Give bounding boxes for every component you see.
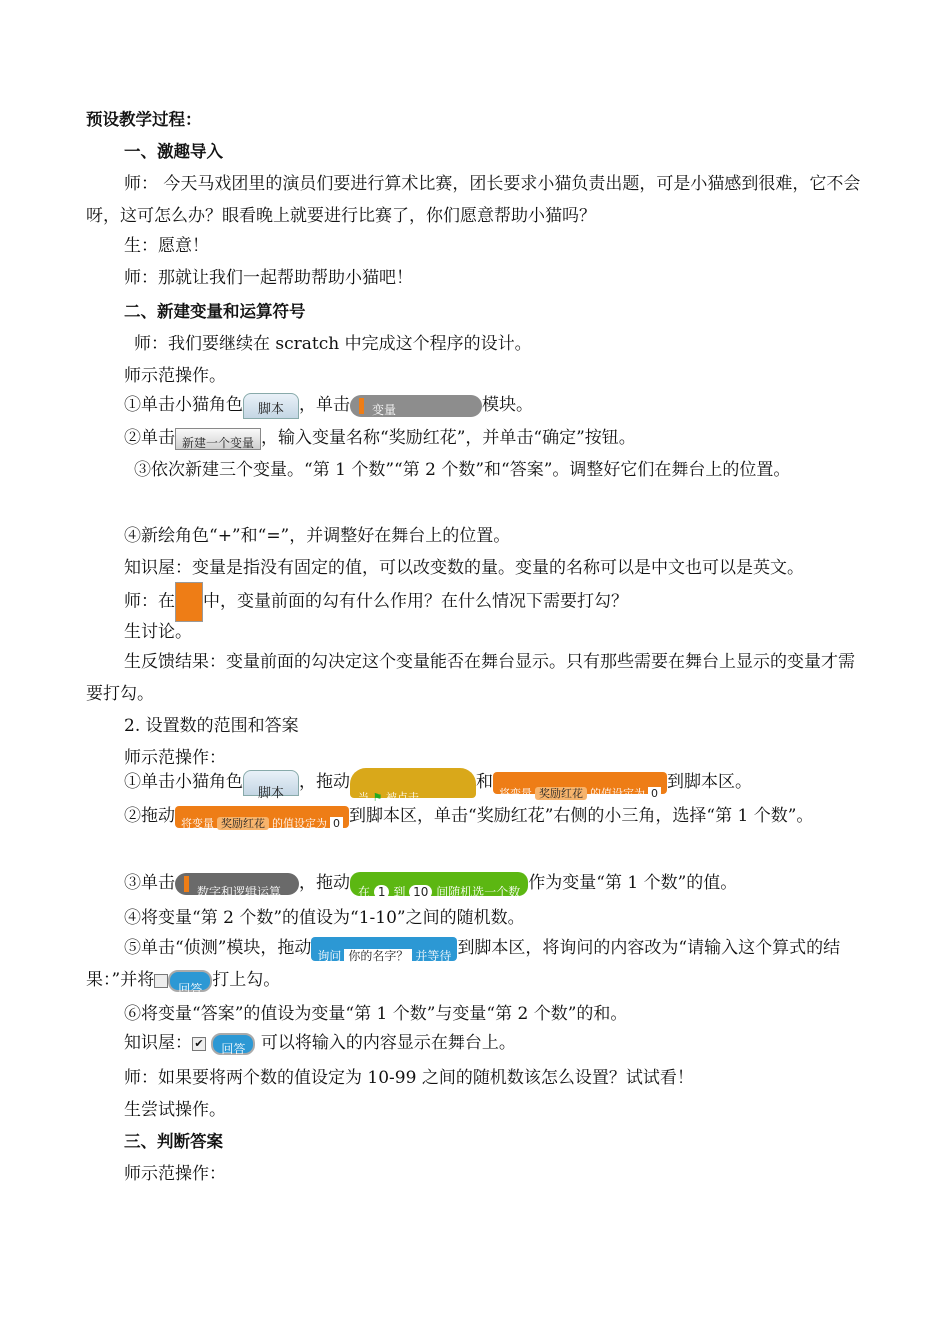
answer-reporter-2[interactable]: 回答 <box>211 1033 255 1055</box>
variable-dropdown-2[interactable]: 奖励红花 <box>217 817 269 830</box>
set-variable-block[interactable] <box>493 772 667 800</box>
rand-min-field[interactable]: 1 <box>374 885 390 899</box>
b1-text-c: 和 <box>476 772 494 792</box>
b1-text-a: ①单击小猫角色 <box>124 772 243 792</box>
ask-label: 询问 <box>317 948 342 963</box>
script-tab-chip[interactable]: 脚本 <box>243 393 299 419</box>
b1-text-b: ，拖动 <box>299 772 351 792</box>
q1-text-b: 中，变量前面的勾有什么作用？在什么情况下需要打勾？ <box>203 591 628 612</box>
question2: 师：如果要将两个数的值设定为 10-99 之间的随机数该怎么设置？试试看！ <box>124 1068 694 1088</box>
b5-text-b: 到脚本区，将询问的内容改为“请输入这个算式的结果：”并将 <box>86 938 841 990</box>
when-flag-clicked-block[interactable] <box>350 768 476 804</box>
s2-demo: 师示范操作。 <box>124 366 226 386</box>
rand-in-label: 在 <box>358 884 371 899</box>
step1-text-a: ①单击小猫角色 <box>124 395 243 415</box>
stepB1 <box>124 762 914 802</box>
variable-checklist-thumb <box>175 582 203 622</box>
answer-reporter[interactable]: 回答 <box>168 970 212 992</box>
s1-paragraph: 师： 今天马戏团里的演员们要进行算术比赛，团长要求小猫负责出题，可是小猫感到很难，它不会呀，这可怎么办？眼看晚上就要进行比赛了，你们愿意帮助小猫吗？ <box>86 174 861 226</box>
ask-wait-label: 并等待 <box>415 948 452 963</box>
step4: ④新绘角色“+”和“=”，并调整好在舞台上的位置。 <box>124 526 511 546</box>
value-field[interactable]: 0 <box>648 787 661 800</box>
stepB5 <box>86 932 866 996</box>
step2 <box>124 426 914 450</box>
s1-teacher-line: 师：那就让我们一起帮助帮助小猫吧！ <box>124 268 413 288</box>
section3-title: 三、判断答案 <box>124 1132 223 1151</box>
b1-text-d: 到脚本区。 <box>667 772 753 792</box>
feedback: 生反馈结果：变量前面的勾决定这个变量能否在舞台显示。只有那些需要在舞台上显示的变量才需要打勾。 <box>86 652 855 704</box>
step1-text-b: ，单击 <box>299 395 351 415</box>
question1 <box>124 582 914 622</box>
demo-ops: 师示范操作： <box>124 748 226 768</box>
s1-student-reply: 生：愿意！ <box>124 236 209 256</box>
page-heading: 预设教学过程： <box>86 110 202 129</box>
green-flag-icon: ⚑ <box>372 790 383 804</box>
stepB2 <box>86 800 866 832</box>
step2-text-a: ②单击 <box>124 428 175 448</box>
b5-text-c: 打上勾。 <box>212 970 281 990</box>
step1 <box>124 392 914 419</box>
ask-and-wait-block[interactable] <box>311 937 457 961</box>
hat-clicked-label: 被点击 <box>385 790 419 804</box>
s2-intro: 师：我们要继续在 scratch 中完成这个程序的设计。 <box>134 334 532 354</box>
variable-category-chip[interactable]: 变量 <box>350 395 482 417</box>
b3-text-a: ③单击 <box>124 873 175 893</box>
rand-to-label: 到 <box>393 884 406 899</box>
subsection2: 2. 设置数的范围和答案 <box>124 716 299 736</box>
student-try: 生尝试操作。 <box>124 1100 226 1120</box>
section2-title: 二、新建变量和运算符号 <box>124 302 306 321</box>
q1-text-a: 师：在 <box>124 591 175 612</box>
discussion: 生讨论。 <box>124 622 192 642</box>
b2-text-a: ②拖动 <box>124 806 175 826</box>
variable-dropdown[interactable]: 奖励红花 <box>535 787 587 800</box>
script-tab-chip-2[interactable]: 脚本 <box>243 770 299 796</box>
know2-text-b: 可以将输入的内容显示在舞台上。 <box>260 1033 516 1053</box>
stepB6: ⑥将变量“答案”的值设为变量“第 1 个数”与变量“第 2 个数”的和。 <box>124 1004 628 1024</box>
set-var-label: 将变量 <box>499 786 533 800</box>
set-to-label: 的值设定为 <box>590 786 646 800</box>
rand-max-field[interactable]: 10 <box>409 885 432 899</box>
b2-text-b: 到脚本区，单击“奖励红花”右侧的小三角，选择“第 1 个数”。 <box>349 806 814 826</box>
operators-category-chip[interactable]: 数字和逻辑运算 <box>175 873 299 895</box>
new-variable-button[interactable]: 新建一个变量 <box>175 428 261 450</box>
stepB4: ④将变量“第 2 个数”的值设为“1-10”之间的随机数。 <box>124 908 525 928</box>
section1-title: 一、激趣导入 <box>124 142 223 161</box>
s3-demo: 师示范操作： <box>124 1164 226 1184</box>
step2-text-b: ，输入变量名称“奖励红花”，并单击“确定”按钮。 <box>261 428 636 448</box>
b5-text-a: ⑤单击“侦测”模块，拖动 <box>124 938 312 958</box>
stepB3 <box>124 866 914 900</box>
hat-when-label: 当 <box>358 790 370 804</box>
set-to-label-2: 的值设定为 <box>272 816 327 830</box>
ask-text-field[interactable]: 你的名字？ <box>344 949 412 963</box>
b3-text-c: 作为变量“第 1 个数”的值。 <box>528 873 738 893</box>
step3: ③依次新建三个变量。“第 1 个数”“第 2 个数”和“答案”。调整好它们在舞台上的位置。 <box>134 460 791 480</box>
know2-text-a: 知识屋： <box>124 1033 192 1053</box>
value-field-2[interactable]: 0 <box>330 817 343 830</box>
step1-text-c: 模块。 <box>482 395 534 415</box>
knowledge2 <box>124 1030 914 1056</box>
b3-text-b: ，拖动 <box>299 873 350 893</box>
set-var-label-2: 将变量 <box>181 816 214 830</box>
checked-checkbox[interactable]: ✔ <box>192 1037 206 1051</box>
set-variable-block-2[interactable] <box>175 806 349 828</box>
knowledge1: 知识屋：变量是指没有固定的值，可以改变数的量。变量的名称可以是中文也可以是英文。 <box>124 558 804 578</box>
answer-checkbox[interactable] <box>154 974 168 988</box>
rand-pick-label: 间随机选一个数 <box>436 884 521 899</box>
random-pick-block[interactable] <box>350 872 528 899</box>
